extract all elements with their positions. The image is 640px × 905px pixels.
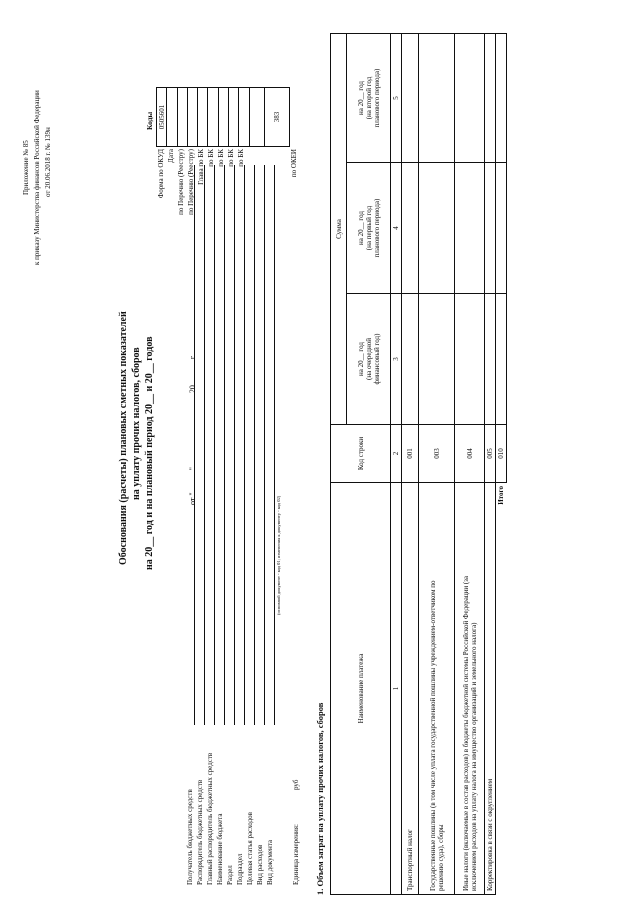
appendix-line-3: от 20.06.2018 г. № 139н xyxy=(44,127,52,197)
label-form-okud: Форма по ОКУД xyxy=(157,149,165,199)
document-title-line-3: на 20__ год и на плановый период 20__ и 20__ годов xyxy=(144,336,155,570)
section-1-heading: 1. Объем затрат на уплату прочих налогов, сборов xyxy=(315,702,325,895)
code-cell xyxy=(249,88,264,147)
code-cell xyxy=(218,88,228,147)
code-cell xyxy=(229,88,239,147)
row-value xyxy=(485,294,496,425)
document-title-line-1: Обоснования (расчеты) плановых сметных показателей xyxy=(118,311,129,565)
code-cell xyxy=(167,88,177,147)
row-value xyxy=(402,33,419,162)
field-target-article-line xyxy=(254,165,255,725)
row-code: 003 xyxy=(419,425,455,483)
row-code: 005 xyxy=(485,425,496,483)
taxes-table xyxy=(330,19,507,895)
row-value xyxy=(485,33,496,162)
row-value xyxy=(402,294,419,425)
header-line-code: Код строки xyxy=(331,425,391,483)
total-row xyxy=(496,19,507,894)
date-suffix: г. xyxy=(188,354,197,360)
row-value xyxy=(419,33,455,162)
column-number-3: 3 xyxy=(391,294,402,425)
label-bk-1: по БК xyxy=(207,149,215,167)
table-row xyxy=(455,19,485,894)
row-name: Транспортный налог xyxy=(402,483,419,895)
document-type-hint: (основной документ - код 01; изменения к документу - код 02) xyxy=(276,495,281,615)
field-main-distributor: Главный распорядитель бюджетных средств xyxy=(206,752,214,885)
total-label: Итого xyxy=(497,486,506,505)
row-value xyxy=(485,163,496,294)
column-number-1: 1 xyxy=(391,483,402,895)
code-cell xyxy=(208,88,218,147)
label-registry-1: по Перечню (Реестру) xyxy=(177,149,185,215)
field-expense-type: Вид расходов xyxy=(256,844,264,885)
header-year-1: на 20__ год (на очередной финансовый год) xyxy=(347,294,391,425)
field-document-type-line xyxy=(274,165,275,725)
code-okei: 383 xyxy=(264,88,289,147)
field-section: Раздел xyxy=(226,865,234,885)
field-expense-type-line xyxy=(264,165,265,725)
table-row xyxy=(402,19,419,894)
field-distributor: Распорядитель бюджетных средств xyxy=(196,779,204,885)
row-name: Корректировка в связи с округлением xyxy=(485,483,496,895)
row-value xyxy=(402,163,419,294)
total-code: 010 xyxy=(496,425,507,483)
appendix-line-2: к приказу Министерства финансов Российской Федерации xyxy=(33,90,41,265)
date-mid: " xyxy=(188,467,197,471)
date-prefix: от " xyxy=(188,492,197,505)
date-line xyxy=(188,355,197,505)
field-target-article: Целевая статья расходов xyxy=(246,812,254,885)
code-cell xyxy=(198,88,208,147)
units-label: Единица измерения: xyxy=(292,824,300,885)
header-year-2: на 20__ год (на первый год планового периода) xyxy=(347,163,391,294)
row-value xyxy=(419,163,455,294)
header-sum: Сумма xyxy=(331,33,347,424)
row-name: Государственные пошлины (в том числе уплата государственной пошлины учреждением-ответчиком по решению суда), сборы xyxy=(419,483,455,895)
label-okei: по ОКЕИ xyxy=(290,149,298,178)
row-name: Иные налоги (включаемые в состав расходов) в бюджеты бюджетной системы Российской Федерации (за исключением расходов на уплату налога на имущество организаций и земельного налога) xyxy=(455,483,485,895)
field-recipient: Получатель бюджетных средств xyxy=(186,789,194,885)
label-bk-3: по БК xyxy=(227,149,235,167)
field-main-distributor-line xyxy=(214,165,215,725)
date-year-prefix: 20 xyxy=(188,385,197,394)
header-payment-name: Наименование платежа xyxy=(331,483,391,895)
total-value xyxy=(496,33,507,162)
label-chapter-bk: Глава по БК xyxy=(197,149,205,185)
column-number-4: 4 xyxy=(391,163,402,294)
row-value xyxy=(419,294,455,425)
total-value xyxy=(496,294,507,425)
field-recipient-line xyxy=(194,165,195,725)
label-date: Дата xyxy=(167,149,175,163)
label-bk-2: по БК xyxy=(217,149,225,167)
field-budget-name-line xyxy=(224,165,225,725)
field-section-line xyxy=(234,165,235,725)
code-cell xyxy=(187,88,197,147)
row-value xyxy=(455,163,485,294)
units-value: руб xyxy=(292,779,300,790)
code-cell xyxy=(239,88,249,147)
field-document-type: Вид документа xyxy=(266,839,274,885)
codes-header: Коды xyxy=(145,111,154,130)
column-number-2: 2 xyxy=(391,425,402,483)
field-distributor-line xyxy=(204,165,205,725)
appendix-line-1: Приложение № 85 xyxy=(22,140,30,195)
label-bk-4: по БК xyxy=(237,149,245,167)
row-code: 001 xyxy=(402,425,419,483)
field-subsection: Подраздел xyxy=(236,853,244,885)
field-subsection-line xyxy=(244,165,245,725)
field-budget-name: Наименование бюджета xyxy=(216,813,224,885)
column-number-5: 5 xyxy=(391,33,402,162)
row-value xyxy=(455,33,485,162)
label-registry-2: по Перечню (Реестру) xyxy=(187,149,195,215)
row-value xyxy=(455,294,485,425)
codes-table xyxy=(156,87,290,147)
code-form: 0505601 xyxy=(157,88,167,147)
header-year-3: на 20__ год (на второй год планового периода) xyxy=(347,33,391,162)
document-title-line-2: на уплату прочих налогов, сборов xyxy=(131,347,142,500)
table-row xyxy=(485,19,496,894)
total-value xyxy=(496,163,507,294)
table-row xyxy=(419,19,455,894)
code-cell xyxy=(177,88,187,147)
row-code: 004 xyxy=(455,425,485,483)
